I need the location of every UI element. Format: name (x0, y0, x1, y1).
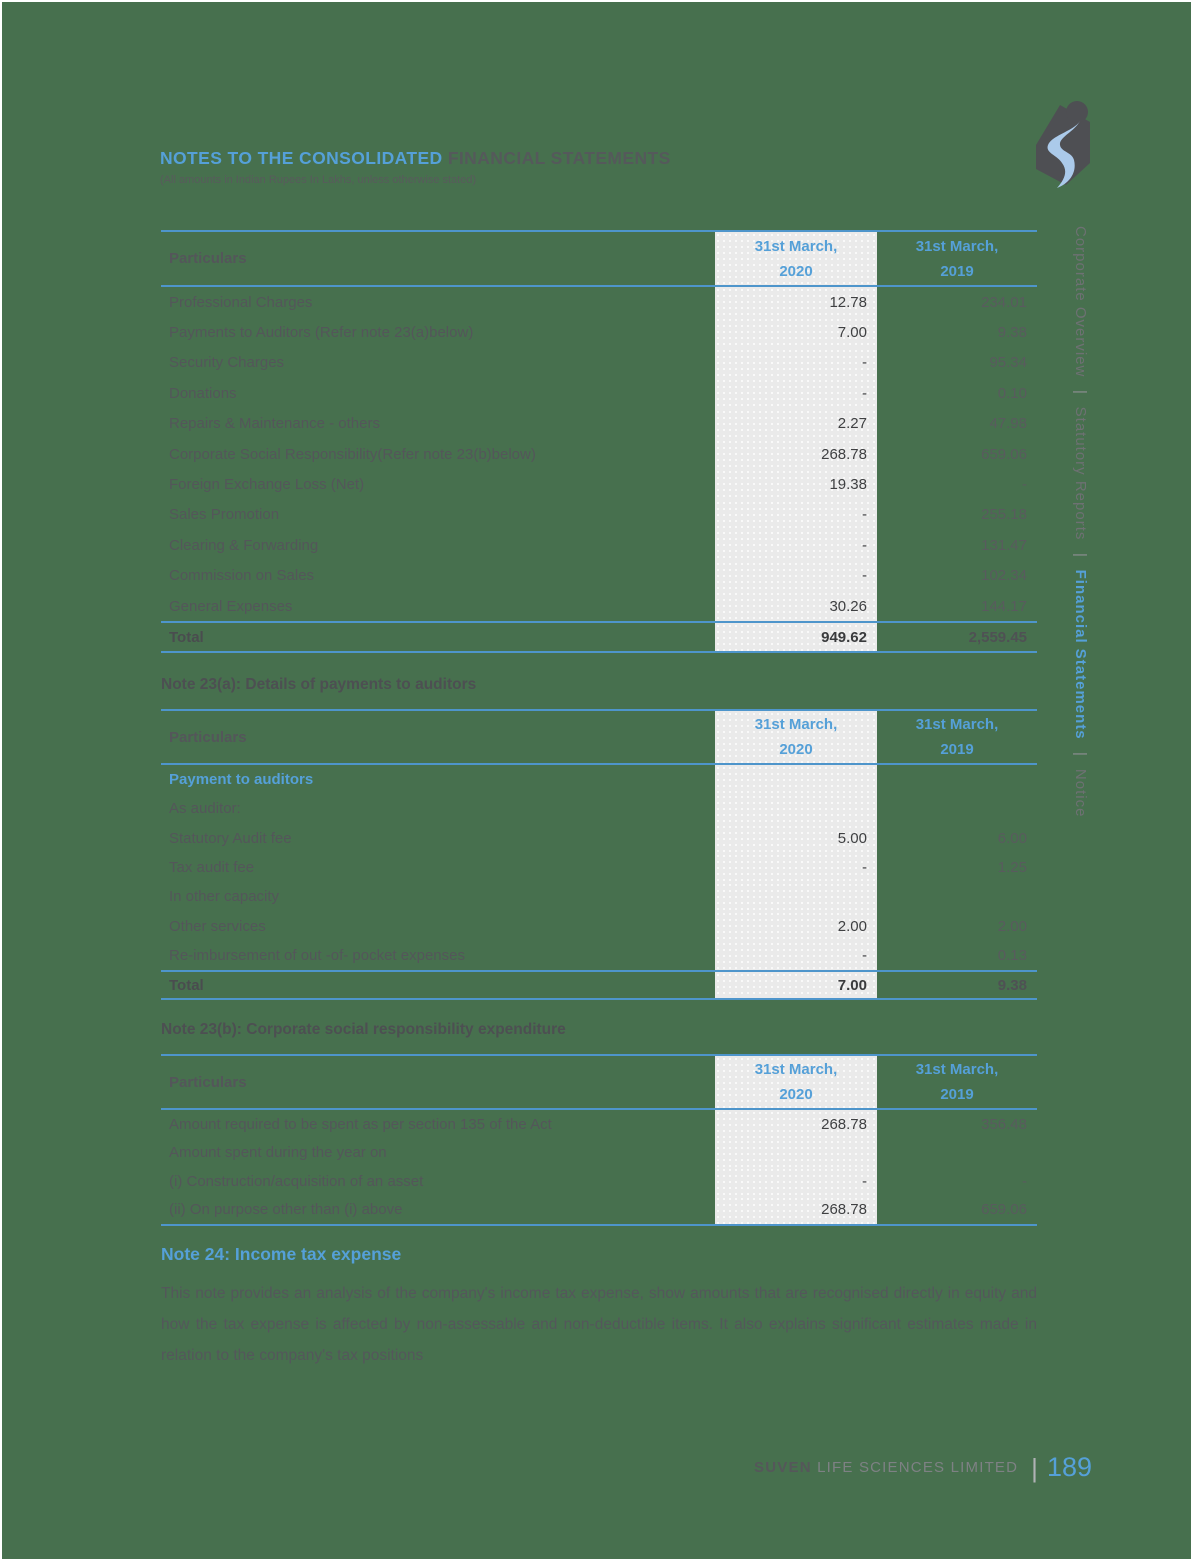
note-24-body: This note provides an analysis of the company's income tax expense, show amounts that are recognised directly in equity and how the tax expense is affected by non-assessable and non-deductible items. It also explains significant estimates made in relation to the company's tax positions (161, 1285, 1037, 1364)
column-header-2019-line1: 31st March, (915, 237, 999, 255)
row-value-2019: 234.01 (981, 293, 1027, 311)
column-header-2019 (877, 711, 1037, 763)
row-label: In other capacity (169, 888, 280, 906)
row-label: Commission on Sales (169, 567, 315, 585)
row-value-2019: 6.00 (997, 829, 1027, 847)
row-value-2020: 268.78 (715, 1196, 877, 1225)
row-label: Amount spent during the year on (169, 1144, 387, 1162)
row-value-2020: - (715, 348, 877, 378)
row-value-2019: 95.34 (989, 354, 1027, 372)
nav-separator: | (1072, 552, 1089, 558)
column-header-2019-line1: 31st March, (915, 1061, 999, 1078)
table-row (161, 1167, 1037, 1196)
row-value-2019: 2.00 (997, 917, 1027, 935)
page-subtitle: (All amounts in Indian Rupees In Lakhs, unless otherwise stated) (160, 174, 477, 186)
nav-item-notice: Notice (1072, 768, 1089, 818)
table-row (161, 439, 1037, 469)
footer-company-name (754, 1459, 1018, 1476)
column-header-2019-line2: 2019 (940, 1086, 974, 1103)
nav-item-corporate-overview: Corporate Overview (1072, 226, 1089, 378)
row-value-2020: 7.00 (715, 317, 877, 347)
row-label: Sales Promotion (169, 506, 280, 524)
footer-company-rest: LIFE SCIENCES LIMITED (811, 1459, 1019, 1476)
table-row (161, 765, 1037, 794)
auditors-payments-table (161, 709, 1037, 1000)
column-header-2020-line1: 31st March, (754, 1061, 838, 1078)
expenses-table (161, 230, 1037, 653)
table-row (161, 591, 1037, 621)
row-value-2019: 255.18 (981, 506, 1027, 524)
row-value-2020: - (715, 1167, 877, 1196)
table-row (161, 500, 1037, 530)
total-label: Total (169, 628, 204, 646)
row-value-2019: 0.10 (997, 384, 1027, 402)
column-header-2020-line1: 31st March, (754, 716, 838, 733)
table-row (161, 853, 1037, 882)
row-value-2020: - (715, 853, 877, 882)
note-23a-heading: Note 23(a): Details of payments to auditors (161, 676, 477, 693)
column-header-2019-line1: 31st March, (915, 716, 999, 733)
row-value-2019: - (1022, 1172, 1027, 1190)
total-value-2019: 2,559.45 (968, 628, 1027, 646)
total-label: Total (169, 976, 204, 994)
row-label: Statutory Audit fee (169, 829, 292, 847)
row-value-2020: - (715, 530, 877, 560)
row-value-2020: 2.00 (715, 911, 877, 940)
row-value-2020 (715, 1139, 877, 1168)
note-24-heading: Note 24: Income tax expense (161, 1244, 402, 1264)
column-header-particulars: Particulars (169, 250, 247, 267)
table-body (161, 287, 1037, 621)
row-value-2019: 102.34 (981, 567, 1027, 585)
total-value-2020: 7.00 (715, 972, 877, 998)
row-label: Tax audit fee (169, 859, 255, 877)
table-header-row (161, 1056, 1037, 1110)
table-row (161, 317, 1037, 347)
footer-separator: | (1031, 1452, 1038, 1483)
row-label: As auditor: (169, 800, 241, 818)
column-header-2020 (715, 1056, 877, 1108)
row-value-2019: 131.47 (981, 536, 1027, 554)
total-value-2020: 949.62 (715, 623, 877, 651)
page-footer (754, 1454, 1092, 1481)
column-header-particulars: Particulars (169, 1073, 247, 1091)
row-value-2019 (877, 882, 1037, 911)
row-label: Payment to auditors (169, 771, 314, 789)
suven-logo-icon (1032, 94, 1096, 188)
row-value-2019: 1.25 (997, 859, 1027, 877)
column-header-2020-line1: 31st March, (754, 237, 838, 255)
row-label: (ii) On purpose other than (i) above (169, 1201, 403, 1219)
row-label: Payments to Auditors (Refer note 23(a)below) (169, 324, 474, 342)
row-label: Re-imbursement of out -of- pocket expenses (169, 946, 465, 964)
row-label: Repairs & Maintenance - others (169, 415, 380, 433)
column-header-2019 (877, 1056, 1037, 1108)
row-label: Clearing & Forwarding (169, 536, 319, 554)
column-header-2019-line2: 2019 (940, 262, 974, 280)
row-label: General Expenses (169, 597, 293, 615)
row-label: Amount required to be spent as per section 135 of the Act (169, 1115, 552, 1133)
row-value-2019: 144.17 (981, 597, 1027, 615)
column-header-2020-line2: 2020 (779, 262, 813, 280)
row-value-2019: - (1022, 476, 1027, 494)
page-header (160, 148, 671, 186)
suven-logo-icon (1032, 94, 1096, 188)
table-total-row (161, 621, 1037, 653)
table-row (161, 911, 1037, 940)
page-title (160, 148, 671, 169)
row-value-2019: 659.06 (981, 1201, 1027, 1219)
row-value-2020: 12.78 (715, 287, 877, 317)
table-row (161, 1110, 1037, 1139)
row-value-2020 (715, 765, 877, 794)
page-title-primary: NOTES TO THE CONSOLIDATED (160, 148, 448, 168)
total-value-2019: 9.38 (997, 976, 1027, 994)
table-row (161, 530, 1037, 560)
row-value-2020: - (715, 561, 877, 591)
row-value-2019: 659.06 (981, 445, 1027, 463)
row-value-2020: 268.78 (715, 1110, 877, 1139)
table-header-row (161, 232, 1037, 287)
report-section-nav (1072, 226, 1089, 818)
row-label: Corporate Social Responsibility(Refer note 23(b)below) (169, 445, 536, 463)
table-row (161, 824, 1037, 853)
table-row (161, 1196, 1037, 1225)
nav-item-statutory-reports: Statutory Reports (1072, 406, 1089, 541)
table-row (161, 409, 1037, 439)
column-header-2020-line2: 2020 (779, 741, 813, 758)
row-value-2020: 2.27 (715, 409, 877, 439)
table-row (161, 1139, 1037, 1168)
row-value-2020: 19.38 (715, 469, 877, 499)
column-header-2019-line2: 2019 (940, 741, 974, 758)
row-value-2019: 47.98 (989, 415, 1027, 433)
column-header-2019 (877, 232, 1037, 285)
row-label: Professional Charges (169, 293, 313, 311)
table-row (161, 348, 1037, 378)
row-label: Other services (169, 917, 266, 935)
csr-expenditure-table (161, 1054, 1037, 1226)
row-value-2019 (877, 765, 1037, 794)
table-row (161, 561, 1037, 591)
table-row (161, 794, 1037, 823)
table-body (161, 765, 1037, 970)
nav-item-financial-statements: Financial Statements (1072, 569, 1089, 740)
row-value-2019: 356.48 (981, 1115, 1027, 1133)
row-value-2019: 0.13 (997, 946, 1027, 964)
row-value-2020: 5.00 (715, 824, 877, 853)
row-label: Security Charges (169, 354, 285, 372)
table-row (161, 469, 1037, 499)
row-value-2020 (715, 882, 877, 911)
table-row (161, 941, 1037, 970)
row-value-2020: - (715, 500, 877, 530)
row-label: Donations (169, 384, 237, 402)
note-23b-heading: Note 23(b): Corporate social responsibility expenditure (161, 1021, 566, 1038)
column-header-particulars: Particulars (169, 728, 247, 746)
table-header-row (161, 711, 1037, 765)
column-header-2020-line2: 2020 (779, 1086, 813, 1103)
nav-separator: | (1072, 389, 1089, 395)
row-value-2020: 268.78 (715, 439, 877, 469)
nav-separator: | (1072, 751, 1089, 757)
table-body (161, 1110, 1037, 1224)
row-value-2019 (877, 1139, 1037, 1168)
table-row (161, 378, 1037, 408)
column-header-2020 (715, 232, 877, 285)
row-value-2019: 9.38 (997, 324, 1027, 342)
row-label: Foreign Exchange Loss (Net) (169, 476, 365, 494)
row-value-2019 (877, 794, 1037, 823)
column-header-2020 (715, 711, 877, 763)
row-value-2020: 30.26 (715, 591, 877, 621)
row-value-2020 (715, 794, 877, 823)
row-value-2020: - (715, 941, 877, 970)
row-label: (i) Construction/acquisition of an asset (169, 1172, 424, 1190)
row-value-2020: - (715, 378, 877, 408)
footer-company-bold: SUVEN (754, 1459, 812, 1476)
table-total-row (161, 970, 1037, 1000)
page-title-secondary: FINANCIAL STATEMENTS (447, 148, 671, 168)
table-row (161, 882, 1037, 911)
page-number: 189 (1046, 1452, 1092, 1482)
table-row (161, 287, 1037, 317)
